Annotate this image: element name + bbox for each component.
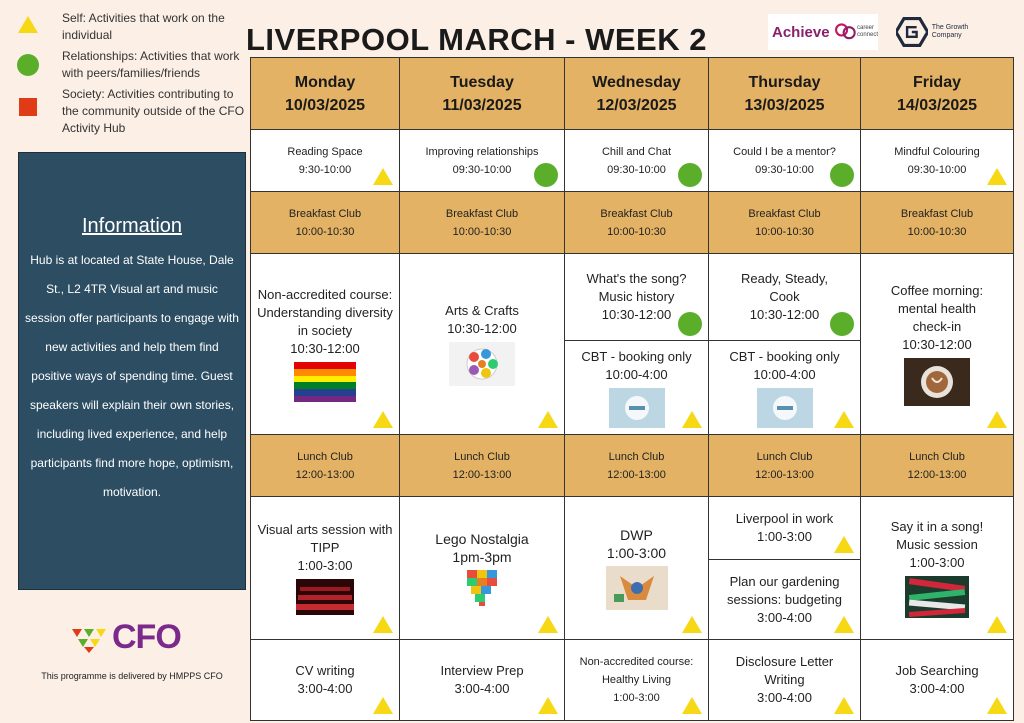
session-time: 1:00-3:00 <box>757 529 812 544</box>
session-lunch-club <box>250 434 400 497</box>
delivered-by: This programme is delivered by HMPPS CFO <box>41 671 223 681</box>
legend-self <box>14 10 246 44</box>
music-ribbons-image <box>905 576 969 618</box>
day-date: 10/03/2025 <box>284 96 366 114</box>
session-mentor <box>708 129 861 192</box>
session-liverpool-in-work <box>708 496 861 560</box>
session-title: CBT - booking only <box>729 348 840 364</box>
session-title: Ready, Steady, Cook <box>741 271 828 304</box>
session-title: Breakfast Club <box>288 207 362 220</box>
session-time: 12:00-13:00 <box>452 468 512 481</box>
day-date: 14/03/2025 <box>896 96 978 114</box>
session-breakfast-club <box>708 191 861 254</box>
session-time: 3:00-4:00 <box>757 609 812 625</box>
session-time: 10:00-4:00 <box>605 366 668 382</box>
session-breakfast-club <box>564 191 709 254</box>
day-date: 11/03/2025 <box>442 96 522 114</box>
square-icon <box>19 98 37 116</box>
triangle-icon <box>682 697 702 714</box>
information-panel <box>18 152 246 590</box>
day-header-thursday <box>708 57 861 130</box>
session-title: Say it in a song! Music session <box>890 519 984 552</box>
session-time: 09:30-10:00 <box>452 163 512 176</box>
session-time: 10:30-12:00 <box>601 307 672 322</box>
session-healthy-living <box>564 639 709 721</box>
session-title: CV writing <box>295 663 355 678</box>
circle-icon <box>830 312 854 336</box>
session-gardening-budgeting <box>708 559 861 640</box>
day-header-monday <box>250 57 400 130</box>
cinema-seats-image <box>296 579 354 615</box>
growth-company-logo <box>896 12 986 52</box>
column-tuesday <box>399 57 565 721</box>
day-name: Wednesday <box>592 73 681 91</box>
triangle-icon <box>834 411 854 428</box>
session-time: 1:00-3:00 <box>606 545 667 561</box>
triangle-icon <box>682 411 702 428</box>
legend-relationships-text: Relationships: Activities that work with peers/families/friends <box>62 49 240 80</box>
triangle-icon <box>987 411 1007 428</box>
session-dwp <box>564 496 709 640</box>
session-time: 09:30-10:00 <box>755 163 814 176</box>
session-title: Lunch Club <box>454 450 510 463</box>
legend-relationships <box>14 48 246 82</box>
session-breakfast-club <box>860 191 1014 254</box>
session-title: Lunch Club <box>756 450 813 463</box>
session-title: Lunch Club <box>608 450 665 463</box>
cfo-triangles-icon <box>70 623 112 653</box>
legend <box>14 10 246 141</box>
session-time: 3:00-4:00 <box>454 681 510 696</box>
session-title: Improving relationships <box>425 145 539 158</box>
session-time: 1:00-3:00 <box>297 558 353 573</box>
circle-icon <box>17 54 39 76</box>
session-title: Lego Nostalgia <box>435 531 529 547</box>
day-header-friday <box>860 57 1014 130</box>
triangle-icon <box>987 697 1007 714</box>
session-music-history <box>564 253 709 341</box>
session-cv-writing <box>250 639 400 721</box>
session-title: CBT - booking only <box>581 348 692 364</box>
session-time: 10:00-10:30 <box>607 225 666 238</box>
dwp-image <box>606 566 668 610</box>
lego-bricks-image <box>467 570 497 606</box>
session-visual-arts <box>250 496 400 640</box>
triangle-icon <box>373 411 393 428</box>
day-name: Tuesday <box>450 73 514 91</box>
session-breakfast-club <box>250 191 400 254</box>
session-title: Coffee morning: mental health check-in <box>890 283 984 334</box>
information-heading: Information <box>81 215 183 237</box>
session-music <box>860 496 1014 640</box>
session-title: What's the song? Music history <box>586 271 687 304</box>
session-title: Lunch Club <box>909 450 965 463</box>
session-title: Plan our gardening sessions: budgeting <box>727 573 842 607</box>
session-time: 1:00-3:00 <box>613 692 660 704</box>
session-lunch-club <box>399 434 565 497</box>
session-time: 10:30-12:00 <box>447 321 517 336</box>
session-time: 10:00-10:30 <box>452 225 512 238</box>
session-lunch-club <box>860 434 1014 497</box>
session-coffee-morning <box>860 253 1014 435</box>
session-time: 09:30-10:00 <box>607 163 666 176</box>
day-date: 12/03/2025 <box>596 96 677 114</box>
column-friday <box>860 57 1014 721</box>
session-time: 10:30-12:00 <box>902 337 972 352</box>
cfo-logo <box>70 618 181 657</box>
session-job-searching <box>860 639 1014 721</box>
career-connect-icon <box>834 17 857 47</box>
session-title: DWP <box>620 527 653 543</box>
cfo-logo-text: CFO <box>112 618 181 656</box>
triangle-icon <box>373 168 393 185</box>
growth-company-icon <box>896 13 928 51</box>
paint-palette-image <box>449 342 515 386</box>
circle-icon <box>534 163 558 187</box>
session-time: 12:00-13:00 <box>295 468 355 481</box>
triangle-icon <box>538 616 558 633</box>
session-interview-prep <box>399 639 565 721</box>
triangle-icon <box>682 616 702 633</box>
session-title: Chill and Chat <box>601 145 672 158</box>
cbt-image <box>609 388 665 428</box>
session-title: Non-accredited course: Healthy Living <box>579 656 694 686</box>
session-arts-crafts <box>399 253 565 435</box>
session-time: 9:30-10:00 <box>298 163 352 176</box>
triangle-icon <box>987 168 1007 185</box>
session-title: Breakfast Club <box>748 207 821 220</box>
day-name: Monday <box>294 73 356 91</box>
session-time: 09:30-10:00 <box>907 163 967 176</box>
circle-icon <box>830 163 854 187</box>
session-lunch-club <box>708 434 861 497</box>
day-name: Thursday <box>748 73 821 91</box>
session-time: 10:00-10:30 <box>907 225 967 238</box>
day-header-wednesday <box>564 57 709 130</box>
session-breakfast-club <box>399 191 565 254</box>
session-ready-steady-cook <box>708 253 861 341</box>
session-time: 10:30-12:00 <box>749 307 820 322</box>
day-header-tuesday <box>399 57 565 130</box>
page-title: LIVERPOOL MARCH - WEEK 2 <box>246 22 707 57</box>
session-time: 1:00-3:00 <box>909 555 965 570</box>
triangle-icon <box>538 697 558 714</box>
session-time: 12:00-13:00 <box>755 468 814 481</box>
day-date: 13/03/2025 <box>744 96 825 114</box>
day-name: Friday <box>912 73 961 91</box>
session-lunch-club <box>564 434 709 497</box>
triangle-icon <box>373 697 393 714</box>
coffee-cup-image <box>904 358 970 406</box>
growth-company-text: The Growth Company <box>931 24 969 39</box>
session-title: Breakfast Club <box>900 207 974 220</box>
session-cbt <box>564 340 709 435</box>
career-connect-text: career connect <box>856 25 878 38</box>
triangle-icon <box>834 536 854 553</box>
timetable-grid <box>250 57 1014 721</box>
column-thursday <box>708 57 861 721</box>
session-title: Mindful Colouring <box>894 145 980 158</box>
legend-self-text: Self: Activities that work on the individual <box>62 11 225 42</box>
achieve-logo <box>768 14 878 50</box>
session-time: 3:00-4:00 <box>297 681 353 696</box>
session-title: Non-accredited course: Understanding diversity in society <box>257 287 393 338</box>
information-body: Hub is at located at State House, Dale St., L2 4TR Visual art and music session offer participants to engage with new activities and help them find positive ways of spending time. Guest speakers will explain their own stories, including lived experience, and help participants find more hope, optimism, motivation. <box>25 253 239 499</box>
session-title: Interview Prep <box>440 663 524 678</box>
session-disclosure-letter <box>708 639 861 721</box>
triangle-icon <box>834 697 854 714</box>
session-title: Job Searching <box>895 663 979 678</box>
session-title: Disclosure Letter Writing <box>735 654 834 687</box>
session-time: 12:00-13:00 <box>907 468 967 481</box>
session-time: 10:00-10:30 <box>295 225 355 238</box>
cbt-image <box>757 388 813 428</box>
triangle-icon <box>18 16 38 33</box>
triangle-icon <box>987 616 1007 633</box>
session-title: Breakfast Club <box>600 207 673 220</box>
triangle-icon <box>834 616 854 633</box>
session-time: 10:00-4:00 <box>753 366 816 382</box>
triangle-icon <box>373 616 393 633</box>
session-mindful-colouring <box>860 129 1014 192</box>
session-title: Breakfast Club <box>445 207 519 220</box>
session-title: Could I be a mentor? <box>733 145 836 158</box>
session-chill-and-chat <box>564 129 709 192</box>
session-time: 10:30-12:00 <box>290 341 360 356</box>
session-time: 10:00-10:30 <box>755 225 814 238</box>
session-title: Visual arts session with TIPP <box>257 522 393 555</box>
circle-icon <box>678 163 702 187</box>
legend-society-text: Society: Activities contributing to the community outside of the CFO Activity Hub <box>62 87 245 135</box>
circle-icon <box>678 312 702 336</box>
rainbow-flag-image <box>294 362 356 402</box>
session-title: Liverpool in work <box>735 511 834 526</box>
session-improving-relationships <box>399 129 565 192</box>
session-time: 1pm-3pm <box>452 549 512 565</box>
session-time: 3:00-4:00 <box>909 681 965 696</box>
session-time: 12:00-13:00 <box>607 468 666 481</box>
triangle-icon <box>538 411 558 428</box>
column-monday <box>250 57 400 721</box>
session-title: Lunch Club <box>297 450 353 463</box>
session-time: 3:00-4:00 <box>757 690 812 705</box>
session-lego-nostalgia <box>399 496 565 640</box>
legend-society <box>14 86 246 137</box>
session-title: Arts & Crafts <box>445 303 519 318</box>
column-wednesday <box>564 57 709 721</box>
session-cbt <box>708 340 861 435</box>
session-diversity-course <box>250 253 400 435</box>
session-reading-space <box>250 129 400 192</box>
achieve-logo-text: Achieve <box>772 23 830 41</box>
session-title: Reading Space <box>287 145 363 158</box>
